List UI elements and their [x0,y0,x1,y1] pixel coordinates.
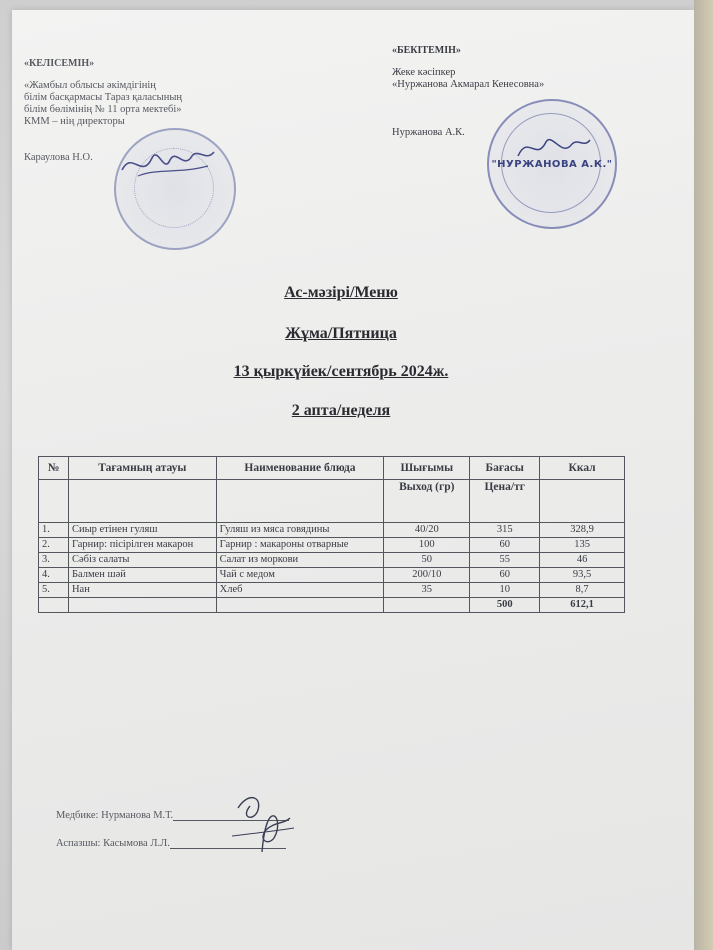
cell-price: 60 [470,568,540,583]
cell-output: 100 [384,538,470,553]
approve-right-line2: «Нуржанова Акмарал Кенесовна» [392,79,545,90]
stamp-text: "НУРЖАНОВА А.К." [491,159,613,170]
total-kcal: 612,1 [540,598,625,613]
sub-output: Выход (гр) [384,480,470,523]
col-number: № [39,457,69,480]
table-row [39,583,625,598]
total-price: 500 [470,598,540,613]
col-name-ru: Наименование блюда [216,457,384,480]
approve-right-line1: Жеке кәсіпкер [392,67,456,78]
cell-price: 315 [470,523,540,538]
date-title: 13 қыркүйек/сентябрь 2024ж. [233,363,449,380]
signature-left [118,140,218,185]
table-subheader-row [39,480,625,523]
cell-name-kz: Сиыр етінен гуляш [68,523,216,538]
col-output: Шығымы [384,457,470,480]
cell-kcal: 8,7 [540,583,625,598]
approve-left-line1: «Жамбыл облысы әкімдігінің [24,80,156,91]
cell-price: 60 [470,538,540,553]
table-header-row [39,457,625,480]
signature-right [512,128,592,168]
cell-kcal: 135 [540,538,625,553]
cell-output: 40/20 [384,523,470,538]
approve-left-line2: білім басқармасы Тараз қаласының [24,92,183,103]
nurse-label: Медбике: Нурманова М.Т. [56,810,174,821]
menu-table [38,456,625,613]
approve-right-title: «БЕКІТЕМІН» [392,45,461,56]
approve-left-line4: КММ – нің директоры [24,116,125,127]
cell-name-kz: Нан [68,583,216,598]
col-kcal: Ккал [540,457,625,480]
cell-name-kz: Гарнир: пісірілген макарон [68,538,216,553]
signature-footer [228,788,298,858]
cell-name-ru: Чай с медом [216,568,384,583]
cell-kcal: 328,9 [540,523,625,538]
cell-name-kz: Сәбіз салаты [68,553,216,568]
cell-kcal: 93,5 [540,568,625,583]
cell-price: 55 [470,553,540,568]
cell-price: 10 [470,583,540,598]
menu-title: Ас-мәзірі/Меню [284,284,398,301]
approve-left-title: «КЕЛІСЕМІН» [24,58,95,69]
desk-edge [694,0,713,950]
approve-right-signer: Нуржанова А.К. [392,127,465,138]
cell-name-ru: Гарнир : макароны отварные [216,538,384,553]
table-row [39,523,625,538]
cell-name-ru: Гуляш из мяса говядины [216,523,384,538]
cell-output: 200/10 [384,568,470,583]
cell-kcal: 46 [540,553,625,568]
table-row [39,538,625,553]
sub-price: Цена/тг [470,480,540,523]
cell-number: 2. [39,538,69,553]
table-total-row [39,598,625,613]
cell-number: 1. [39,523,69,538]
cell-number: 4. [39,568,69,583]
cell-output: 50 [384,553,470,568]
table-row [39,553,625,568]
cell-name-kz: Балмен шәй [68,568,216,583]
day-title: Жұма/Пятница [285,325,397,342]
cell-name-ru: Салат из моркови [216,553,384,568]
week-title: 2 апта/неделя [291,402,391,419]
cook-label: Аспазшы: Касымова Л.Л. [56,838,170,849]
col-price: Бағасы [470,457,540,480]
cell-number: 5. [39,583,69,598]
cell-output: 35 [384,583,470,598]
approve-left-signer: Караулова Н.О. [24,152,93,163]
col-name-kz: Тағамның атауы [68,457,216,480]
cell-number: 3. [39,553,69,568]
table-row [39,568,625,583]
approve-left-line3: білім бөлімінің № 11 орта мектебі» [24,104,182,115]
cell-name-ru: Хлеб [216,583,384,598]
